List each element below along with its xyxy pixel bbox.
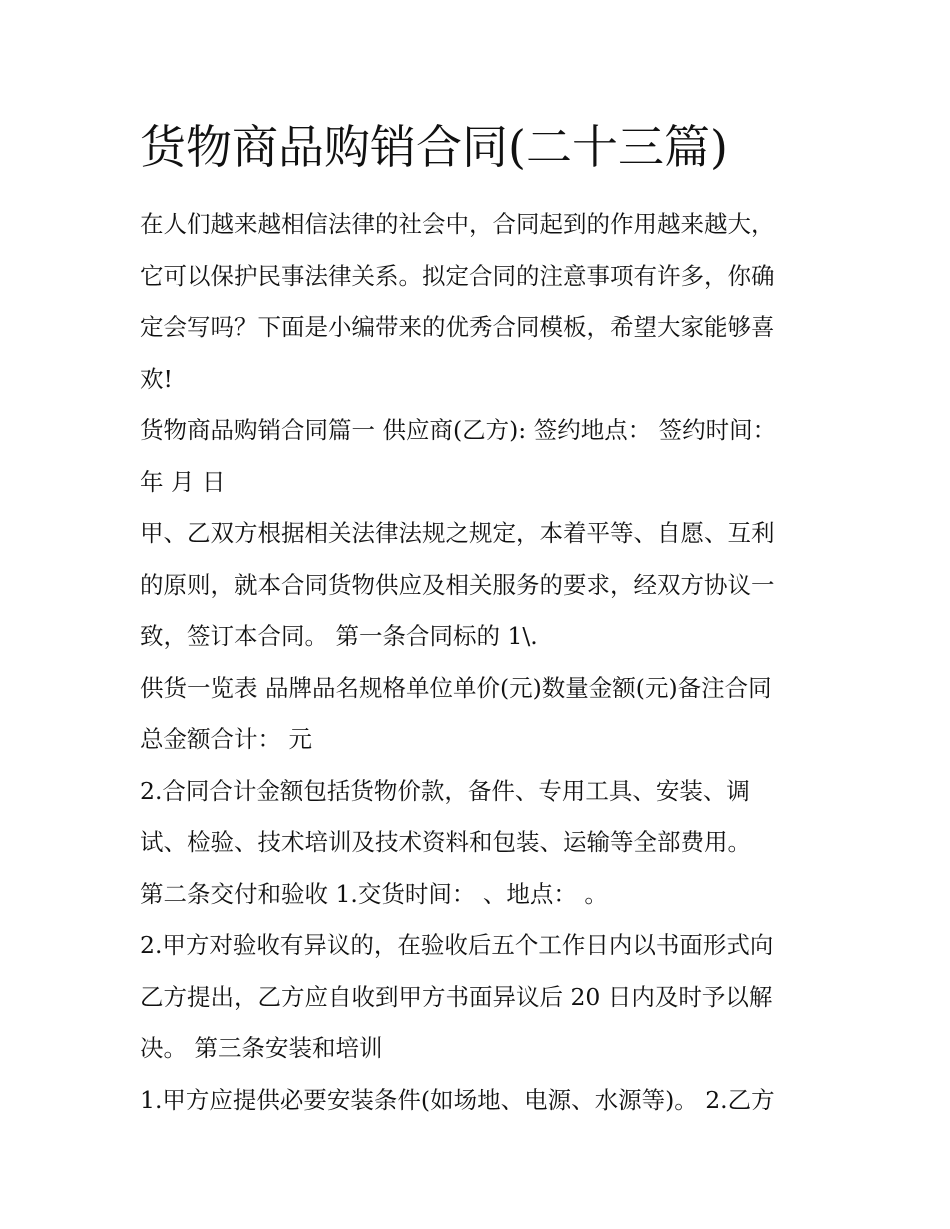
text-line: 甲、乙双方根据相关法律法规之规定，本着平等、自愿、互利 [140, 519, 775, 547]
text-line: 2.甲方对验收有异议的，在验收后五个工作日内以书面形式向 [140, 931, 774, 959]
text-line: 年 月 日 [140, 467, 226, 496]
text-line: 它可以保护民事法律关系。拟定合同的注意事项有许多，你确 [140, 261, 775, 290]
text-line: 试、检验、技术培训及技术资料和包装、运输等全部费用。 [140, 828, 751, 856]
text-line: 供货一览表 品牌品名规格单位单价(元)数量金额(元)备注合同 [140, 673, 772, 702]
document-title: 货物商品购销合同(二十三篇) [140, 120, 728, 174]
text-line: 2.合同合计金额包括货物价款，备件、专用工具、安装、调 [140, 776, 750, 805]
text-line: 欢! [140, 364, 173, 393]
text-line: 致，签订本合同。 第一条合同标的 1\. [140, 622, 538, 650]
text-line: 第二条交付和验收 1.交货时间： 、地点： 。 [140, 879, 608, 908]
text-line: 1.甲方应提供必要安装条件(如场地、电源、水源等)。 2.乙方 [140, 1085, 775, 1114]
text-line: 总金额合计： 元 [140, 725, 312, 753]
text-line: 乙方提出，乙方应自收到甲方书面异议后 20 日内及时予以解 [140, 982, 773, 1011]
text-line: 在人们越来越相信法律的社会中，合同起到的作用越来越大， [140, 210, 775, 238]
text-line: 定会写吗？下面是小编带来的优秀合同模板，希望大家能够喜 [140, 313, 775, 341]
text-line: 的原则，就本合同货物供应及相关服务的要求，经双方协议一 [140, 570, 775, 599]
text-line: 货物商品购销合同篇一 供应商(乙方): 签约地点： 签约时间： [140, 416, 777, 444]
document-body [140, 199, 820, 1126]
text-line: 决。 第三条安装和培训 [140, 1034, 383, 1062]
